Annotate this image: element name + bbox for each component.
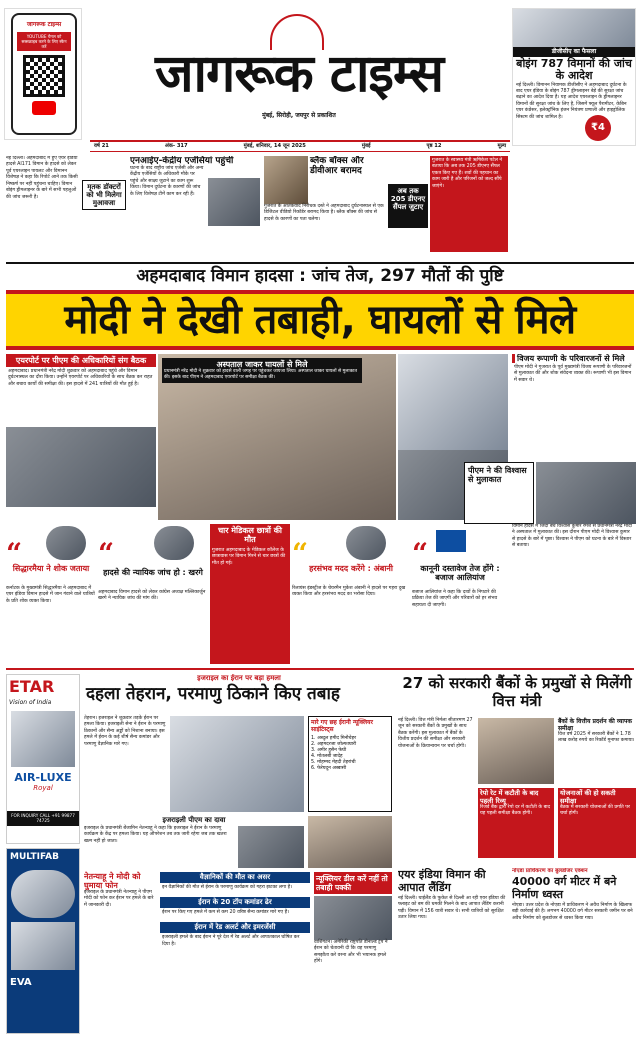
- main-headline: मोदी ने देखी तबाही, घायलों से मिले: [6, 294, 634, 346]
- pm-meet-head: पीएम ने की विश्वास से मुलाकात: [464, 462, 534, 524]
- left-news-box: [84, 872, 156, 1032]
- info-city: मुंबई: [361, 143, 371, 150]
- emergency-text: इजराइली हमले के बाद ईरान ने पूरे देश में रेड अलर्ट और आपातकाल घोषित कर दिया है।: [162, 935, 300, 947]
- info-pages: पृष्ठ 12: [426, 143, 442, 150]
- nuclear-text: वाशिंगटन। अमेरिकी राष्ट्रपति डोनाल्ड ट्रंप ने ईरान को चेतावनी दी कि वह परमाणु समझौता करे वरना और भी भयानक हमले होंगे।: [314, 940, 388, 965]
- nuclear-head: न्यूक्लियर डील करें नहीं तो तबाही पक्की: [314, 872, 392, 894]
- rupani-photo: [398, 354, 508, 450]
- q5-name: कानूनी दस्तावेज तेज होंगे : बजाज आलियांज: [420, 564, 500, 582]
- box2-head: रेपो रेट में कटौती के बाद पहली रिव्यू: [480, 789, 539, 805]
- quote-open-icon-4: “: [412, 537, 429, 570]
- strip-left-badge: मृतक डॉक्टरों को भी मिलेगा मुआवजा: [82, 180, 126, 210]
- noida-story[interactable]: [512, 868, 636, 1034]
- q3-name: चार मेडिकल छात्रों की मौत: [218, 526, 282, 544]
- hospital-box: [162, 358, 362, 383]
- scientists-head: मारे गए छह ईरानी न्यूक्लियर साइंटिस्ट्स: [311, 719, 373, 733]
- hospital-text: प्रधानमंत्री नरेंद्र मोदी ने शुक्रवार को हादसे वाली जगह पर पहुंचकर जायजा लिया। अस्पताल जाकर घायलों से मुलाकात की। इसके बाद पीएम ने अहमदाबाद एयरपोर्ट पर समीक्षा बैठक की।: [164, 369, 357, 381]
- cooler-product-photo: [11, 711, 75, 767]
- strike-photo: [308, 816, 392, 868]
- q1-name: सिद्धारमैया ने शोक जताया: [12, 564, 90, 573]
- agency-text: घटना के बाद राष्ट्रीय जांच एजेंसी और अन्य केंद्रीय एजेंसियों के अधिकारी मौके पर पहुंचे और साक्ष्य जुटाने का काम शुरू किया। विमान दुर्घटना के कारणों की जांच के लिए विशेषज्ञ टीमें काम कर रही हैं।: [130, 166, 204, 197]
- crash-site-photo-block[interactable]: [158, 354, 396, 520]
- app-promo[interactable]: [4, 8, 82, 140]
- scientist-6: 6. फेरेयदून अब्बासी: [311, 765, 347, 771]
- phone-frame: [11, 13, 77, 135]
- etar-tag: Vision of India: [9, 699, 52, 706]
- banks-text: नई दिल्ली। वित्त मंत्री निर्मला सीतारमण 27 जून को सरकारी बैंकों के प्रमुखों के साथ बैठक करेंगी। इस मुलाकात में बैंकों के वित्तीय प्रदर्शन की समीक्षा और सरकारी योजनाओं के क्रियान्वयन पर चर्चा होगी।: [398, 718, 473, 749]
- led-light-photo: [11, 870, 75, 918]
- iran-kicker: इजराइल का ईरान पर बड़ा हमला: [197, 674, 281, 682]
- noida-headline: 40000 वर्ग मीटर में बने निर्माण ध्वस्त: [512, 874, 617, 901]
- info-bar: [90, 140, 510, 152]
- agency-photo: [208, 178, 260, 226]
- airindia-text: नई दिल्ली। थाईलैंड के फुकेत से दिल्ली आ रही एयर इंडिया की फ्लाइट को बम की धमकी मिलने के बाद आपात लैंडिंग करानी पड़ी। विमान में 156 यात्री सवार थे। सभी यात्रियों को सुरक्षित उतार लिया गया।: [398, 896, 506, 921]
- q5-text: बजाज आलियांज ने कहा कि दावों के निपटारे की प्रक्रिया तेज की जाएगी और परिवारों को हर संभव सहायता दी जाएगी।: [412, 590, 498, 608]
- quote-kharge[interactable]: [98, 524, 208, 664]
- scientists-death-box: [160, 872, 310, 1032]
- quote-open-icon-2: “: [98, 537, 115, 570]
- main-kicker: [6, 262, 634, 288]
- box3-head: योजनाओं की हो सकती समीक्षा: [560, 789, 616, 805]
- victims-head: विजय रूपाणी के परिवारजनों से मिले: [512, 354, 636, 363]
- tehran-building-photo: [170, 716, 304, 812]
- airluxe-sub: Royal: [33, 784, 53, 793]
- plane-photo: [513, 9, 635, 47]
- scientist-5: 5. मोहम्मद मेहदी तेहरांची: [311, 759, 356, 765]
- scientists-box: [308, 716, 392, 812]
- etar-brand: ETAR: [9, 677, 55, 696]
- hospital-head: अस्पताल जाकर घायलों से मिले: [216, 360, 308, 369]
- etar-ad[interactable]: [6, 674, 80, 844]
- emergency-head: ईरान में रेड अलर्ट और इमरजेंसी: [160, 922, 310, 933]
- iran-story[interactable]: [84, 674, 394, 1034]
- info-date: मुंबई, शनिवार, 14 जून 2025: [243, 143, 306, 150]
- quote-ambani[interactable]: [292, 524, 410, 664]
- eva-brand: EVA: [10, 977, 32, 989]
- blackbox-headline: ब्लैक बॉक्स और डीवीआर बरामद: [310, 156, 364, 176]
- info-year: वर्ष 21: [94, 143, 109, 150]
- app-brand: जागरूक टाइम्स: [26, 21, 62, 28]
- box1-head: बैंकों के वित्तीय प्रदर्शन की व्यापक समीक्षा: [558, 718, 632, 732]
- trump-photo: [314, 896, 392, 940]
- pm-meeting-story[interactable]: [464, 462, 636, 524]
- dna-right-text: गुजरात के स्वास्थ्य मंत्री ऋषिकेश पटेल ने बताया कि अब तक 205 डीएनए सैंपल एकत्र किए गए हैं। शवों की पहचान का काम जारी है और परिजनों को जल्द सौंपे जाएंगे।: [430, 156, 508, 252]
- q3-text: गुजरात अहमदाबाद के मेडिकल कॉलेज के छात्रावास पर विमान गिरने से चार छात्रों की मौत हो गई।: [212, 548, 286, 566]
- top-right-story[interactable]: [512, 8, 636, 146]
- israel-pm-caption: इजराइली पीएम का दावा: [162, 816, 226, 824]
- sitharaman-photo: [478, 718, 554, 784]
- scientist-3: 3. अमीर हुसैन फेघी: [311, 747, 347, 753]
- q2-text: अहमदाबाद विमान हादसे को लेकर कांग्रेस अध्यक्ष मल्लिकार्जुन खरगे ने न्यायिक जांच की मांग की।: [98, 590, 206, 602]
- kharge-photo: [154, 526, 194, 560]
- q1-text: कर्नाटक के मुख्यमंत्री सिद्धारमैया ने अहमदाबाद में एयर इंडिया विमान हादसे में जान गंवाने वाले यात्रियों के प्रति शोक व्यक्त किया।: [6, 586, 95, 604]
- banks-headline: 27 को सरकारी बैंकों के प्रमुखों से मिलेंगी वित्त मंत्री: [402, 674, 632, 710]
- blackbox-story[interactable]: [264, 156, 384, 256]
- iran-headline: दहला तेहरान, परमाणु ठिकाने किए तबाह: [86, 683, 340, 704]
- airport-text: अहमदाबाद। प्रधानमंत्री नरेंद्र मोदी शुक्रवार को अहमदाबाद पहुंचे और विमान दुर्घटनास्थल का दौरा किया। उन्होंने एयरपोर्ट पर अधिकारियों के साथ बैठक कर राहत और बचाव कार्यों की समीक्षा की। इस हादसे में 241 यात्रियों की मौत हुई है।: [8, 369, 153, 387]
- scientists-death-text: इन वैज्ञानिकों की मौत से ईरान के परमाणु कार्यक्रम को गहरा झटका लगा है।: [162, 884, 293, 890]
- siddaramaiah-photo: [46, 526, 86, 560]
- commander-head: ईरान के 20 टॉप कमांडर ढेर: [160, 897, 310, 908]
- price-value: ₹4: [591, 122, 605, 133]
- dna-badge: अब तक 205 डीएनए सैंपल जुटाए: [388, 184, 428, 228]
- bajaj-logo-icon: [436, 530, 466, 552]
- airindia-headline: एयर इंडिया विमान की आपात लैंडिंग: [398, 868, 486, 894]
- newspaper-subtitle: मुंबई, सिरोही, जयपुर से प्रकाशित: [262, 112, 336, 119]
- quote-open-icon: “: [6, 537, 23, 570]
- box3-text: बैठक में सरकारी योजनाओं की प्रगति पर चर्चा होगी।: [560, 805, 630, 817]
- israel-pm-text: इजराइल के प्रधानमंत्री बेंजामिन नेतन्याहू ने कहा कि इजराइल ने ईरान के परमाणु कार्यक्रम के केंद्र पर हमला किया। यह ऑपरेशन तब तक जारी रहेगा जब तक खतरा खत्म नहीं हो जाता।: [84, 826, 227, 844]
- netanyahu-photo: [238, 826, 304, 868]
- airport-head: एयरपोर्ट पर पीएम की अधिकारियों संग बैठक: [6, 354, 156, 367]
- dna-story[interactable]: [388, 156, 508, 256]
- commander-text: ईरान पर किए गए हमले में कम से कम 20 वरिष्ठ सैन्य कमांडर मारे गए हैं।: [162, 909, 289, 915]
- airindia-story[interactable]: [398, 868, 508, 1034]
- meeting-photo: [6, 427, 156, 507]
- q4-name: हरसंभव मदद करेंगे : अंबानी: [309, 564, 393, 573]
- victims-story[interactable]: [512, 354, 636, 458]
- section-divider: [6, 668, 634, 670]
- info-price-label: मूल्य: [497, 143, 506, 150]
- noida-kicker: नोएडा प्राधिकरण का बुलडोजर एक्शन: [512, 868, 588, 874]
- main-kicker-text: अहमदाबाद विमान हादसा : जांच तेज, 297 मौतों की पुष्टि: [136, 266, 504, 286]
- airluxe-name: AIR-LUXE: [14, 770, 72, 784]
- info-issue: अंक- 317: [164, 143, 188, 150]
- blackbox-photo: [264, 156, 308, 204]
- top-right-headline: बोइंग 787 विमानों की जांच के आदेश: [516, 56, 632, 82]
- ambani-photo: [346, 526, 386, 560]
- scientists-death-head: वैज्ञानिकों की मौत का असर: [160, 872, 310, 883]
- quote-medical-students[interactable]: [210, 524, 290, 664]
- quote-open-icon-3: “: [292, 537, 309, 570]
- top-right-kicker: डीजीसीए का फैसला: [513, 47, 635, 57]
- modi-wish-text: इजराइल के प्रधानमंत्री नेतन्याहू ने पीएम मोदी को फोन कर ईरान पर हमले के बारे में जानकारी दी।: [84, 890, 154, 908]
- noida-text: नोएडा। उत्तर प्रदेश के नोएडा में प्राधिकरण ने अवैध निर्माण के खिलाफ बड़ी कार्रवाई की है। लगभग 40000 वर्ग मीटर सरकारी जमीन पर बने अवैध निर्माण को बुलडोजर से ध्वस्त किया गया।: [512, 902, 633, 921]
- quote-siddaramaiah[interactable]: [6, 524, 96, 664]
- modi-wish-head: नेतन्याहू ने मोदी को घुमाया फोन: [84, 872, 141, 890]
- q2-name: हादसे की न्यायिक जांच हो : खरगे: [103, 568, 203, 577]
- panel-light-photo: [11, 922, 75, 970]
- banks-box-2: [478, 788, 554, 858]
- blackbox-text: गुजरात के आतंकवाद निरोधक दस्ते ने अहमदाबाद दुर्घटनास्थल से एक डिजिटल वीडियो रिकॉर्डर बरामद किया है। ब्लैक बॉक्स की जांच से हादसे के कारणों का पता चलेगा।: [264, 204, 384, 222]
- quote-row: [6, 524, 634, 664]
- app-promo-text: YOUTUBE चैनल को सब्सक्राइब करने के लिए स्कैन करें: [17, 32, 71, 52]
- quote-bajaj[interactable]: [412, 524, 634, 664]
- scientist-2: 2. अहमदरजा जोल्फाघारी: [311, 741, 357, 747]
- agency-headline: एनआईए-केंद्रीय एजेंसियां पहुंचीं: [130, 156, 234, 166]
- iran-text: तेहरान। इजराइल ने शुक्रवार तड़के ईरान पर हमला किया। इजराइली सेना ने ईरान के परमाणु ठिकानों और सैन्य अड्डों को निशाना बनाया। इस हमले में ईरान के कई शीर्ष सैन्य कमांडर और परमाणु वैज्ञानिक मारे गए।: [84, 716, 166, 747]
- youtube-icon: [32, 101, 56, 115]
- etar-contact: FOR INQUIRY CALL +91 99877 74725: [7, 811, 79, 826]
- victims-text: पीएम मोदी ने गुजरात के पूर्व मुख्यमंत्री विजय रूपाणी के परिवारजनों से मुलाकात की और शोक संवेदना व्यक्त की। रूपाणी भी इस विमान में सवार थे।: [514, 365, 632, 383]
- pm-meet-text: विमान हादसे में जिंदा बचे विश्वास कुमार रमेश से प्रधानमंत्री नरेंद्र मोदी ने अस्पताल में मुलाकात की। इस दौरान पीएम मोदी ने विश्वास कुमार से हादसे के बारे में पूछा। विश्वास ने पीएम को घटना के बारे में विस्तार से बताया।: [512, 524, 632, 549]
- masthead: [90, 14, 508, 130]
- banks-box-3: [558, 788, 636, 858]
- newspaper-title: जागरूक टाइम्स: [154, 44, 444, 104]
- airport-meeting[interactable]: [6, 354, 156, 520]
- strip-left-story[interactable]: [6, 156, 126, 256]
- qr-code-icon[interactable]: [23, 55, 65, 97]
- scientist-4: 4. मोतलबी जादेह: [311, 753, 343, 759]
- top-right-text: नई दिल्ली। विमानन नियामक डीजीसीए ने अहमदाबाद दुर्घटना के बाद एयर इंडिया के बोइंग 787 ड्रीमलाइनर बेड़े की सुरक्षा जांच बढ़ाने का आदेश दिया है। यह आदेश एयरलाइन के ड्रीमलाइनर विमानों की सुरक्षा जांच के लिए है, जिसमें फ्यूल पैरामीटर, केबिन एयर कंप्रेसर, इलेक्ट्रॉनिक इंजन नियंत्रण प्रणाली और हाइड्रोलिक सिस्टम की जांच शामिल है।: [516, 82, 627, 120]
- multifab-brand: MULTIFAB: [10, 852, 59, 862]
- agency-story[interactable]: [130, 156, 260, 256]
- box1-text: वित्त वर्ष 2025 में सरकारी बैंकों ने 1.78 लाख करोड़ रुपये का रिकॉर्ड मुनाफा कमाया।: [558, 732, 635, 744]
- pm-meet-photo: [536, 462, 636, 524]
- multifab-ad[interactable]: [6, 848, 80, 1034]
- banks-story[interactable]: [398, 674, 636, 864]
- scientist-1: 1. अब्दुल हमीद मिनौचेहर: [311, 736, 357, 741]
- price-circle: [585, 115, 611, 141]
- strip-left-text: नई दिल्ली। अहमदाबाद में हुए एयर इंडिया हादसे AI171 विमान के हादसे को लेकर पूर्व एयरलाइन पायलट और विमानन विशेषज्ञ ने कहा कि रिपोर्ट आने तक किसी निष्कर्ष पर नहीं पहुंचना चाहिए। विमान बोइंग ड्रीमलाइनर के बारे में सभी पहलुओं की जांच जरूरी है।: [6, 156, 78, 200]
- q4-text: रिलायंस इंडस्ट्रीज के चेयरमैन मुकेश अंबानी ने हादसे पर गहरा दुख व्यक्त किया और हरसंभव मदद का भरोसा दिया।: [292, 586, 406, 598]
- box2-text: रिजर्व बैंक द्वारा रेपो दर में कटौती के बाद यह पहली समीक्षा बैठक होगी।: [480, 805, 551, 817]
- nuclear-deal-box: [314, 872, 392, 1032]
